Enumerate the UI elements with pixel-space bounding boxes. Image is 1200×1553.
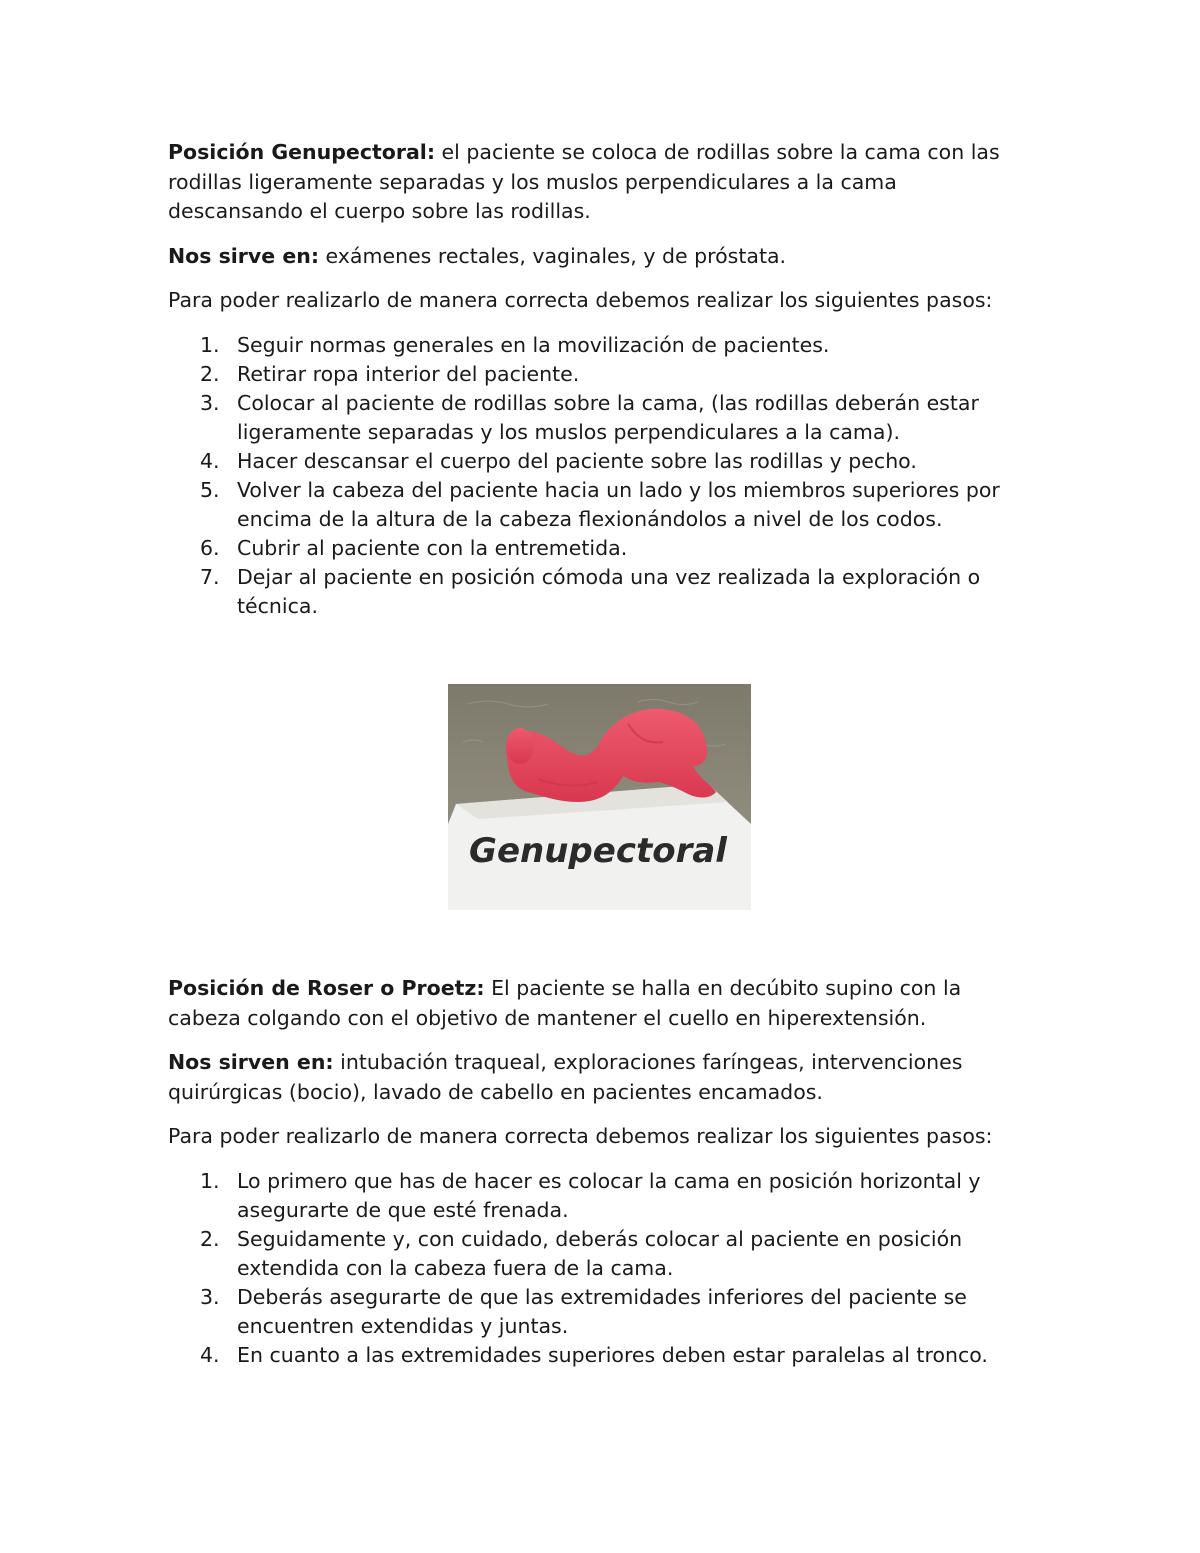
genupectoral-uses <box>168 242 1028 272</box>
roser-title: Posición de Roser o Proetz: <box>168 976 485 1000</box>
list-item <box>168 563 1028 621</box>
step-text: Lo primero que has de hacer es colocar la cama en posición horizontal y asegurarte de que esté frenada. <box>237 1168 981 1222</box>
step-text: Seguidamente y, con cuidado, deberás colocar al paciente en posición extendida con la cabeza fuera de la cama. <box>237 1226 963 1280</box>
list-item <box>168 360 1028 389</box>
step-text: En cuanto a las extremidades superiores deben estar paralelas al tronco. <box>237 1342 988 1367</box>
roser-description <box>168 974 1028 1033</box>
step-number: 4. <box>200 1342 220 1367</box>
section-roser-proetz <box>168 974 1028 1370</box>
step-text: Volver la cabeza del paciente hacia un lado y los miembros superiores por encima de la altura de la cabeza flexionándolos a nivel de los codos. <box>237 477 1000 531</box>
step-text: Seguir normas generales en la movilización de pacientes. <box>237 332 830 357</box>
genupectoral-title: Posición Genupectoral: <box>168 140 436 164</box>
step-number: 6. <box>200 535 220 560</box>
genupectoral-desc-text: el paciente se coloca de rodillas sobre la cama con las rodillas ligeramente separadas y los muslos perpendiculares a la cama descansando el cuerpo sobre las rodillas. <box>168 140 1000 223</box>
step-number: 3. <box>200 1284 220 1309</box>
step-number: 4. <box>200 448 220 473</box>
figure-handwritten-label: Genupectoral <box>469 831 727 871</box>
roser-use-text: intubación traqueal, exploraciones faríngeas, intervenciones quirúrgicas (bocio), lavado de cabello en pacientes encamados. <box>168 1050 963 1104</box>
list-item <box>168 1283 1028 1341</box>
list-item <box>168 476 1028 534</box>
step-number: 1. <box>200 1168 220 1193</box>
step-number: 7. <box>200 564 220 589</box>
step-text: Hacer descansar el cuerpo del paciente sobre las rodillas y pecho. <box>237 448 917 473</box>
roser-uses <box>168 1048 1028 1107</box>
list-item <box>168 331 1028 360</box>
list-item <box>168 1167 1028 1225</box>
step-text: Cubrir al paciente con la entremetida. <box>237 535 628 560</box>
genupectoral-description <box>168 138 1028 227</box>
list-item <box>168 447 1028 476</box>
step-number: 1. <box>200 332 220 357</box>
list-item <box>168 389 1028 447</box>
step-number: 2. <box>200 1226 220 1251</box>
step-number: 5. <box>200 477 220 502</box>
roser-desc-text: El paciente se halla en decúbito supino con la cabeza colgando con el objetivo de mantener el cuello en hiperextensión. <box>168 976 962 1030</box>
section-genupectoral <box>168 138 1028 621</box>
roser-steps-list <box>168 1167 1028 1370</box>
list-item <box>168 1341 1028 1370</box>
step-text: Dejar al paciente en posición cómoda una vez realizada la exploración o técnica. <box>237 564 981 618</box>
genupectoral-steps-list <box>168 331 1028 621</box>
step-text: Colocar al paciente de rodillas sobre la cama, (las rodillas deberán estar ligeramente separadas y los muslos perpendiculares a la cama). <box>237 390 979 444</box>
roser-steps-intro: Para poder realizarlo de manera correcta debemos realizar los siguientes pasos: <box>168 1124 993 1148</box>
genupectoral-photo <box>448 684 751 910</box>
genupectoral-use-label: Nos sirve en: <box>168 243 320 268</box>
roser-use-label: Nos sirven en: <box>168 1050 334 1074</box>
step-text: Deberás asegurarte de que las extremidades inferiores del paciente se encuentren extendidas y juntas. <box>237 1284 967 1338</box>
genupectoral-use-text: exámenes rectales, vaginales, y de próstata. <box>319 243 787 268</box>
step-text: Retirar ropa interior del paciente. <box>237 361 580 386</box>
list-item <box>168 534 1028 563</box>
step-number: 2. <box>200 361 220 386</box>
genupectoral-steps-intro: Para poder realizarlo de manera correcta debemos realizar los siguientes pasos: <box>168 288 993 312</box>
list-item <box>168 1225 1028 1283</box>
clay-figure-image <box>448 684 751 910</box>
step-number: 3. <box>200 390 220 415</box>
